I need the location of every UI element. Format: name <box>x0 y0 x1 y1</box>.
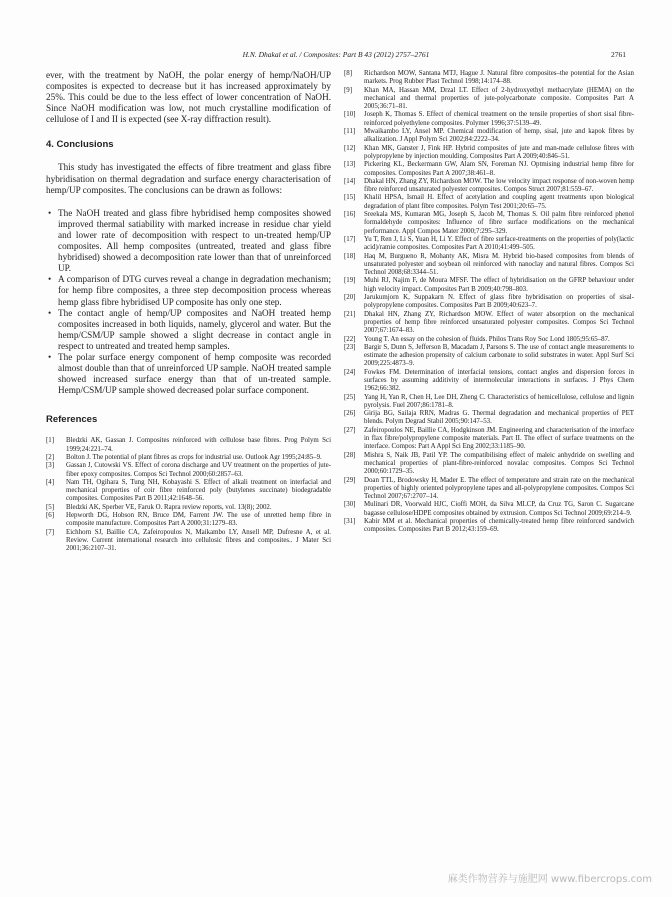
reference-text: Bargir S, Dunn S, Jefferson B, Macadam J, Parsons S. The use of contact angle measurements to estimate the adhesion propensity of calcium carbonate to solid substrates in water. Appl Surf Sci 2009;225:4873–9. <box>364 343 634 368</box>
reference-number: [17] <box>344 235 356 243</box>
reference-number: [22] <box>344 335 356 343</box>
journal-citation: H.N. Dhakal et al. / Composites: Part B 43 (2012) 2757–2761 <box>242 50 430 59</box>
reference-text: Dhakal HN, Zhang ZY, Richardson MOW. Effect of water absorption on the mechanical properties of hemp fibre reinforced unsaturated polyester composites. Compos Sci Technol 2007;67:1674–83. <box>364 310 634 335</box>
reference-text: Hepworth DG, Hobson RN, Bruce DM, Farrent JW. The use of unretted hemp fibre in composite manufacture. Composites Part A 2000;31:1279–83. <box>66 512 331 528</box>
reference-item <box>344 145 634 162</box>
reference-item <box>46 454 331 462</box>
bullet-icon: • <box>48 307 52 318</box>
conclusion-bullet <box>46 308 331 352</box>
reference-number: [24] <box>344 368 356 376</box>
reference-text: Pickering KL, Beckermann GW, Alam SN, Foreman NJ. Optmising industrial hemp fibre for composites. Composites Part A 2007;38:461–8. <box>364 161 634 177</box>
reference-number: [23] <box>344 343 356 351</box>
reference-text: Bledzki AK, Gassan J. Composites reinforced with cellulose base fibres. Prog Polym Sci 1999;24:221–74. <box>66 437 331 453</box>
conclusions-list <box>46 208 331 397</box>
reference-item <box>46 462 331 479</box>
reference-item <box>344 410 634 427</box>
reference-text: Kabir MM et al. Mechanical properties of chemically-treated hemp fibre reinforced sandwich composites. Composites Part B 2012;43:159–69. <box>364 518 634 534</box>
bullet-icon: • <box>48 274 52 285</box>
reference-item <box>46 504 331 512</box>
reference-text: Sreekala MS, Kumaran MG, Joseph S, Jacob M, Thomas S. Oil palm fibre reinforced phenol formaldehyde composites: Influence of fibre surface modifications on the mechanical performance. Appl Compos Mater 2000;7:295–329. <box>364 211 634 235</box>
reference-number: [4] <box>46 478 55 486</box>
reference-text: Bolton J. The potential of plant fibres as crops for industrial use. Outlook Agr 1995;24:85–9. <box>66 453 322 461</box>
page-number: 2761 <box>611 50 626 59</box>
reference-number: [9] <box>344 86 353 94</box>
reference-number: [5] <box>46 503 55 511</box>
references-list-right <box>344 70 634 535</box>
bullet-text: The contact angle of hemp/UP composites and NaOH treated hemp composites increased in both liquids, namely, glycerol and water. But the hemp/CSM/UP sample showed a slight decrease in contact angle in respect to untreated and treated hemp samples. <box>58 307 331 351</box>
reference-item <box>344 294 634 311</box>
reference-item <box>344 518 634 535</box>
references-heading: References <box>46 414 98 426</box>
bullet-text: The NaOH treated and glass fibre hybridised hemp composites showed improved thermal satiability with marked increase in residue char yield and lower rate of decomposition with respect to un-treated hemp/UP composites. All hemp composites (untreated, treated and glass fibre hybridised) showed a decomposition rate lower than that of unreinforced UP. <box>58 207 331 274</box>
right-column <box>344 70 634 535</box>
reference-text: Joseph K, Thomas S. Effect of chemical treatment on the tensile properties of short sisal fibre-reinforced polyethylene composites. Polymer 1996;37:5139–49. <box>364 111 634 127</box>
reference-text: Eichhorn SJ, Baillie CA, Zafeiropoulos N, Maikambo LY, Ansell MP, Dufresne A, et al. Review. Current international research into cellulosic fibres and composites.. J Mater Sci 2001;36:2107–31. <box>66 528 331 553</box>
reference-item <box>344 344 634 369</box>
reference-number: [30] <box>344 501 356 509</box>
reference-number: [11] <box>344 128 356 136</box>
reference-text: Khalil HPSA, Ismail H. Effect of acetylation and coupling agent treatments upon biological degradation of plant fibre composites. Polym Test 2001;20:65–75. <box>364 194 634 210</box>
reference-text: Girija BG, Sailaja RRN, Madras G. Thermal degradation and mechanical properties of PET blends. Polym Degrad Stabil 2005;90:147–53. <box>364 410 634 426</box>
reference-text: Gassan J, Cutowski VS. Effect of corona discharge and UV treatment on the properties of jute-fiber epoxy composites. Compos Sci Technol 2000;60:2857–63. <box>66 462 331 478</box>
conclusion-bullet <box>46 274 331 307</box>
reference-number: [2] <box>46 453 55 461</box>
reference-text: Mulinari DR, Voorwald HJC, Cioffi MOH, da Silva MLCP, da Cruz TG, Saron C. Sugarcane bagasse cellulose/HDPE composites obtained by extrusion. Compos Sci Technol 2009;69:214–9. <box>364 501 634 517</box>
reference-item <box>344 336 634 344</box>
reference-number: [25] <box>344 393 356 401</box>
reference-text: Yang H, Yan R, Chen H, Lee DH, Zheng C. Characteristics of hemicellulose, cellulose and lignin pyrolysis. Fuel 2007;86:1781–8. <box>364 393 634 409</box>
reference-item <box>344 277 634 294</box>
reference-text: Richardson MOW, Santana MTJ, Hague J. Natural fibre composites–the potential for the Asian markets. Prog Rubber Plast Technol 1998;14:174–88. <box>364 70 634 86</box>
reference-item <box>344 394 634 411</box>
reference-number: [14] <box>344 177 356 185</box>
reference-number: [21] <box>344 310 356 318</box>
bullet-text: The polar surface energy component of hemp composite was recorded almost double than that of unreinforced UP sample. NaOH treated sample showed increased surface energy than that of un-treated sample. Hemp/CSM/UP sample showed decreased polar surface component. <box>58 351 331 396</box>
reference-text: Bledzki AK, Sperber VE, Faruk O. Rapra review reports, vol. 13(8); 2002. <box>66 503 272 511</box>
reference-item <box>344 70 634 87</box>
reference-item <box>344 178 634 195</box>
reference-item <box>344 427 634 452</box>
conclusions-intro: This study has investigated the effects of fibre treatment and glass fibre hybridisation on thermal degradation and surface energy characterisation of hemp/UP composites. The conclusions can be drawn as follows: <box>46 162 331 195</box>
reference-item <box>46 512 331 529</box>
intro-paragraph: ever, with the treatment by NaOH, the polar energy of hemp/NaOH/UP composites is expected to decrease but it has increased approximately by 25%. This could be due to the less effect of lower concentration of NaOH. Since NaOH modification was low, not much crystalline modification of cellulose of I and II is expected (see X-ray diffraction result). <box>46 70 331 125</box>
reference-number: [3] <box>46 462 55 470</box>
reference-item <box>344 501 634 518</box>
reference-text: Jarukumjorn K, Suppakarn N. Effect of glass fibre hybridisation on properties of sisal-polypropylene composites. Composites Part B 2009;40:623–7. <box>364 294 634 310</box>
bullet-icon: • <box>48 351 52 362</box>
reference-item <box>344 211 634 236</box>
reference-item <box>344 236 634 253</box>
reference-item <box>46 479 331 504</box>
reference-item <box>344 161 634 178</box>
reference-text: Muhi RJ, Najim F, de Moura MFSF. The effect of hybridisation on the GFRP behaviour under high velocity impact. Composites Part B 2009;40:798–803. <box>364 277 634 293</box>
reference-number: [15] <box>344 194 356 202</box>
reference-number: [26] <box>344 410 356 418</box>
bullet-icon: • <box>48 207 52 218</box>
reference-number: [6] <box>46 512 55 520</box>
reference-item <box>344 477 634 502</box>
reference-item <box>344 128 634 145</box>
reference-text: Khan MK, Ganster J, Fink HP. Hybrid composites of jute and man-made cellulose fibres with polypropylene by injection moulding. Composites Part A 2009;40:846–51. <box>364 144 634 160</box>
reference-item <box>344 369 634 394</box>
reference-text: Zafeiropoulos NE, Baillie CA, Hodgkinson JM. Engineering and characterisation of the interface in flax fibre/polypropylene composite materials. Part II. The effect of surface treatments on the interface. Compos: Part A Appl Sci Eng 2002;33:1185–90. <box>364 426 634 451</box>
reference-number: [10] <box>344 111 356 119</box>
reference-number: [28] <box>344 451 356 459</box>
reference-text: Yu T, Ren J, Li S, Yuan H, Li Y. Effect of fibre surface-treatments on the properties of poly(lactic acid)/ramie composites. Composites Part A 2010;41:499–505. <box>364 235 634 252</box>
reference-item <box>344 194 634 211</box>
reference-item <box>344 452 634 477</box>
reference-number: [12] <box>344 144 356 152</box>
reference-text: Doan TTL, Brodowsky H, Mader E. The effect of temperature and strain rate on the mechanical properties of highly oriented polypropylene tapes and all-polypropylene composites. Compos Sci Technol 2007;67:2707–14. <box>364 476 634 501</box>
reference-number: [29] <box>344 476 356 484</box>
references-list-left <box>46 437 331 553</box>
reference-number: [16] <box>344 211 356 219</box>
reference-text: Haq M, Burgueno R, Mohanty AK, Misra M. Hybrid bio-based composites from blends of unsaturated polyester and soybean oil reinforced with nanoclay and natural fibres. Compos Sci Technol 2008;68:3344–51. <box>364 252 634 277</box>
reference-number: [8] <box>344 70 353 77</box>
reference-number: [13] <box>344 161 356 169</box>
reference-item <box>46 437 331 454</box>
left-column <box>46 70 331 554</box>
reference-item <box>46 529 331 554</box>
watermark: 麻类作物营养与施肥网 www.fibercrops.com <box>447 874 652 885</box>
reference-number: [31] <box>344 518 356 526</box>
reference-text: Nam TH, Ogihara S, Tung NH, Kobayashi S. Effect of alkali treatment on interfacial and mechanical properties of coir fibre reinforced poly (butylenes succinate) biodegradable composites. Composites Part B 2011;42:1648–56. <box>66 478 331 503</box>
conclusion-bullet <box>46 352 331 396</box>
reference-text: Fowkes FM. Determination of interfacial tensions, contact angles and dispersion forces in surfaces by assuming additivity of intermolecular interactions in surfaces. J Phys Chem 1962;66:382. <box>364 368 634 393</box>
bullet-text: A comparison of DTG curves reveal a change in degradation mechanism; for hemp fibre composites, a three step decomposition process whereas hemp glass fibre hybridised UP composite has only one step. <box>58 274 331 307</box>
reference-text: Young T. An essay on the cohesion of fluids. Philos Trans Roy Soc Lond 1805;95:65–87. <box>364 335 610 343</box>
reference-number: [1] <box>46 437 55 445</box>
reference-text: Dhakal HN, Zhang ZY, Richardson MOW. The low velocity impact response of non-woven hemp fibre reinforced unsaturated polyester composites. Compos Struct 2007;81:559–67. <box>364 177 634 194</box>
conclusion-bullet <box>46 208 331 275</box>
reference-number: [20] <box>344 294 356 302</box>
reference-number: [18] <box>344 252 356 260</box>
reference-text: Mishra S, Naik JB, Patil YP. The compatibilising effect of maleic anhydride on swelling and mechanical properties of plant-fibre-reinforced novalac composites. Compos Sci Technol 2000;60:1729–35. <box>364 451 634 476</box>
reference-number: [7] <box>46 528 55 536</box>
reference-item <box>344 253 634 278</box>
reference-number: [19] <box>344 277 356 285</box>
reference-item <box>344 311 634 336</box>
reference-text: Mwaikambo LY, Ansel MP. Chemical modification of hemp, sisal, jute and kapok fibres by alkalization. J Appl Polym Sci 2002;84:2222–34. <box>364 128 634 144</box>
reference-item <box>344 87 634 112</box>
running-header <box>46 50 626 64</box>
reference-text: Khan MA, Hassan MM, Drzal LT. Effect of 2-hydroxyethyl methacrylate (HEMA) on the mechanical and thermal properties of jute-polycarbonate composite. Composites Part A 2005;36:71–81. <box>364 86 634 111</box>
conclusions-heading: 4. Conclusions <box>46 139 114 151</box>
reference-item <box>344 111 634 128</box>
reference-number: [27] <box>344 426 356 434</box>
